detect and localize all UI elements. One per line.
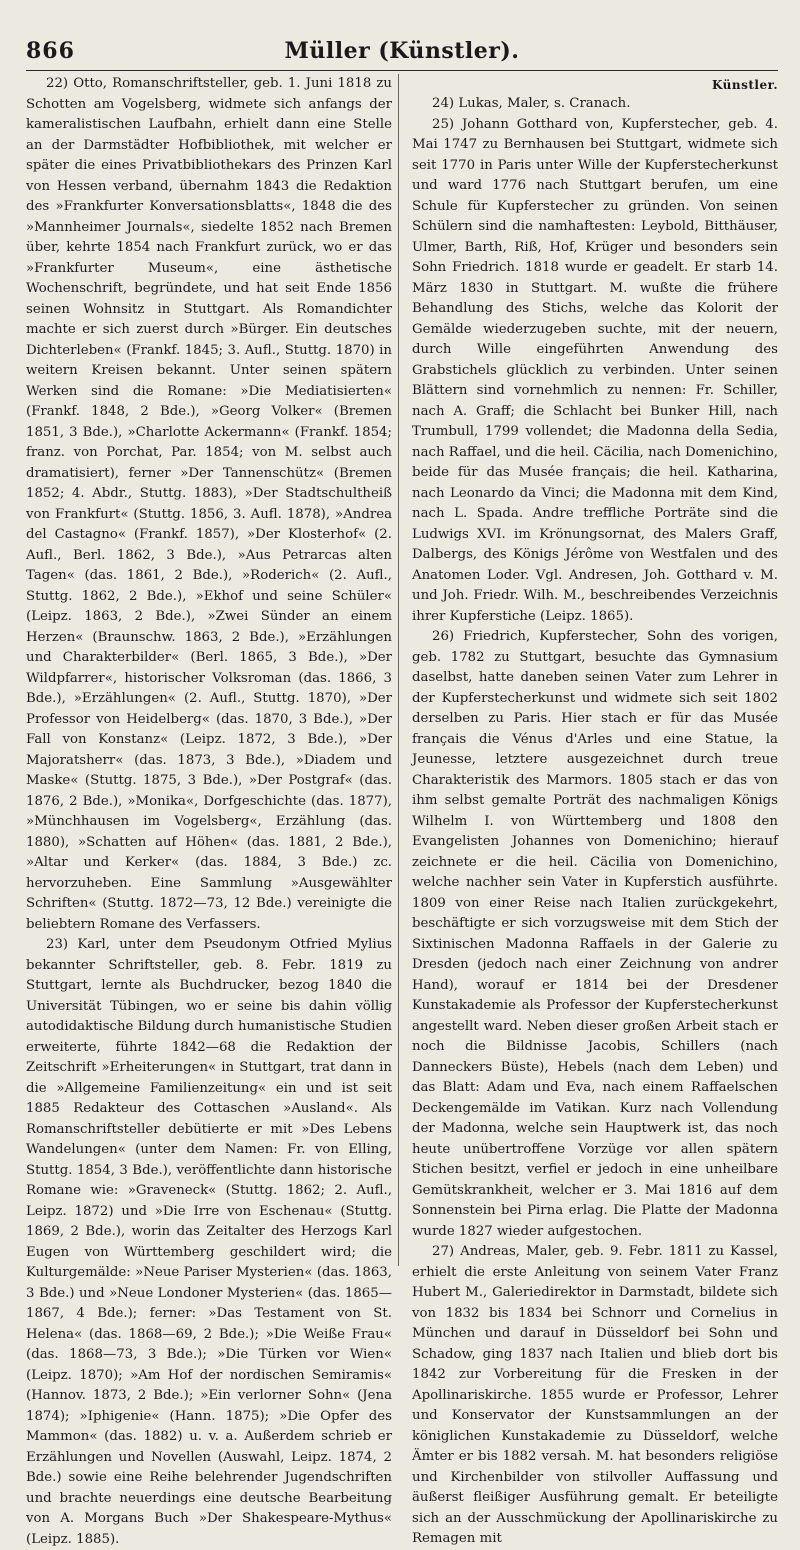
entry-paragraph: 23) Karl, unter dem Pseudonym Otfried Mylius bekannter Schriftsteller, geb. 8. Febr. 1819 zu Stuttgart, lernte als Buchdrucker, bezog 1840 die Universität Tübingen, wo er seine bis dahin völlig autodidaktische Bildung durch humanistische Studien erweiterte, führte 1842—68 die Redaktion der Zeitschrift »Erheiterungen« in Stuttgart, trat dann in die »Allgemeine Familienzeitung« ein und ist seit 1885 Redakteur des Cottaschen »Ausland«. Als Romanschriftsteller debütierte er mit »Des Lebens Wandelungen« (unter dem Namen: Fr. von Elling, Stuttg. 1854, 3 Bde.), veröffentlichte dann historische Romane wie: »Graveneck« (Stuttg. 1862; 2. Aufl., Leipz. 1872) und »Die Irre von Eschenau« (Stuttg. 1869, 2 Bde.), worin das Zeitalter des Herzogs Karl Eugen von Württemberg geschildert wird; die Kulturgemälde: »Neue Pariser Mysterien« (das. 1863, 3 Bde.) und »Neue Londoner Mysterien« (das. 1865—1867, 4 Bde.); ferner: »Das Testament von St. Helena« (das. 1868—69, 2 Bde.); »Die Weiße Frau« (das. 1868—73, 3 Bde.); »Die Türken vor Wien« (Leipz. 1870); »Am Hof der nordischen Semiramis« (Hannov. 1873, 2 Bde.); »Ein verlorner Sohn« (Jena 1874); »Iphigenie« (Hann. 1875); »Die Opfer des Mammon« (das. 1882) u. v. a. Außerdem schrieb er Erzählungen und Novellen (Auswahl, Leipz. 1874, 2 Bde.) sowie eine Reihe belehrender Jugendschriften und brachte neuerdings eine deutsche Bearbeitung von A. Morgans Buch »Der Shakespeare-Mythus« (Leipz. 1885). [26, 937, 392, 1547]
entry-paragraph: 27) Andreas, Maler, geb. 9. Febr. 1811 zu Kassel, erhielt die erste Anleitung von seinem Vater Franz Hubert M., Galeriedirektor in Darmstadt, bildete sich von 1832 bis 1834 bei Schnorr und Cornelius in München und darauf in Düsseldorf bei Sohn und Schadow, ging 1837 nach Italien und blieb dort bis 1842 zur Vorbereitung für die Fresken in der Apollinariskirche. 1855 wurde er Professor, Lehrer und Konservator der Kunstsammlungen an der königlichen Kunstakademie zu Düsseldorf, welche Ämter er bis 1882 versah. M. hat besonders religiöse und Kirchenbilder von stilvoller Auffassung und äußerst fleißiger Ausführung gemalt. Er beteiligte sich an der Ausschmückung der Apollinariskirche zu Remagen mit [412, 1244, 778, 1546]
running-head: Müller (Künstler). [284, 38, 520, 64]
header-rule [26, 70, 778, 71]
right-column [412, 74, 778, 1546]
left-column [26, 74, 392, 1547]
page-number: 866 [26, 38, 75, 64]
entry-paragraph: 26) Friedrich, Kupferstecher, Sohn des vorigen, geb. 1782 zu Stuttgart, besuchte das Gymnasium daselbst, hatte daneben seinen Vater zum Lehrer in der Kupferstecherkunst und widmete sich seit 1802 derselben zu Paris. Hier stach er für das Musée français die Vénus d'Arles und eine Statue, la Jeunesse, letztere ausgezeichnet durch treue Charakteristik des Marmors. 1805 stach er das von ihm selbst gemalte Porträt des nachmaligen Königs Wilhelm I. von Württemberg und 1808 den Evangelisten Johannes von Domenichino; hierauf zeichnete er die heil. Cäcilia von Domenichino, welche nachher sein Vater in Kupferstich ausführte. 1809 von einer Reise nach Italien zurückgekehrt, beschäftigte er sich vorzugsweise mit dem Stich der Sixtinischen Madonna Raffaels in der Galerie zu Dresden (jedoch nach einer Zeichnung von andrer Hand), worauf er 1814 bei der Dresdener Kunstakademie als Professor der Kupferstecherkunst angestellt ward. Neben dieser großen Arbeit stach er noch die Bildnisse Jacobis, Schillers (nach Danneckers Büste), Hebels (nach dem Leben) und das Blatt: Adam und Eva, nach einem Raffaelschen Deckengemälde im Vatikan. Kurz nach Vollendung der Madonna, welche sein Hauptwerk ist, das noch heute unübertroffene Vorzüge vor allen spätern Stichen besitzt, verfiel er jedoch in eine unheilbare Gemütskrankheit, welcher er 3. Mai 1816 auf dem Sonnenstein bei Pirna erlag. Die Platte der Madonna wurde 1827 wieder aufgestochen. [412, 629, 778, 1239]
entry-paragraph: 22) Otto, Romanschriftsteller, geb. 1. Juni 1818 zu Schotten am Vogelsberg, widmete sich anfangs der kameralistischen Laufbahn, erhielt dann eine Stelle an der Darmstädter Hofbibliothek, mit welcher er später die eines Privatbibliothekars des Prinzen Karl von Hessen verband, übernahm 1843 die Redaktion des »Frankfurter Konversationsblatts«, 1848 die des »Mannheimer Journals«, siedelte 1852 nach Bremen über, kehrte 1854 nach Frankfurt zurück, wo er das »Frankfurter Museum«, eine ästhetische Wochenschrift, begründete, und hat seit Ende 1856 seinen Wohnsitz in Stuttgart. Als Romandichter machte er sich zuerst durch »Bürger. Ein deutsches Dichterleben« (Frankf. 1845; 3. Aufl., Stuttg. 1870) in weitern Kreisen bekannt. Unter seinen spätern Werken sind die Romane: »Die Mediatisierten« (Frankf. 1848, 2 Bde.), »Georg Volker« (Bremen 1851, 3 Bde.), »Charlotte Ackermann« (Frankf. 1854; franz. von Porchat, Par. 1854; von M. selbst auch dramatisiert), ferner »Der Tannenschütz« (Bremen 1852; 4. Abdr., Stuttg. 1883), »Der Stadtschultheiß von Frankfurt« (Stuttg. 1856, 3. Aufl. 1878), »Andrea del Castagno« (Frankf. 1857), »Der Klosterhof« (2. Aufl., Berl. 1862, 3 Bde.), »Aus Petrarcas alten Tagen« (das. 1861, 2 Bde.), »Roderich« (2. Aufl., Stuttg. 1862, 2 Bde.), »Ekhof und seine Schüler« (Leipz. 1863, 2 Bde.), »Zwei Sünder an einem Herzen« (Braunschw. 1863, 2 Bde.), »Erzählungen und Charakterbilder« (Berl. 1865, 3 Bde.), »Der Wildpfarrer«, historischer Volksroman (das. 1866, 3 Bde.), »Erzählungen« (2. Aufl., Stuttg. 1870), »Der Professor von Heidelberg« (das. 1870, 3 Bde.), »Der Fall von Konstanz« (Leipz. 1872, 3 Bde.), »Der Majoratsherr« (das. 1873, 3 Bde.), »Diadem und Maske« (Stuttg. 1875, 3 Bde.), »Der Postgraf« (das. 1876, 2 Bde.), »Monika«, Dorfgeschichte (das. 1877), »Münchhausen im Vogelsberg«, Erzählung (das. 1880), »Schatten auf Höhen« (das. 1881, 2 Bde.), »Altar und Kerker« (das. 1884, 3 Bde.) zc. hervorzuheben. Eine Sammlung »Ausgewählter Schriften« (Stuttg. 1872—73, 12 Bde.) vereinigte die beliebtern Romane des Verfassers. [26, 76, 392, 932]
column-divider [398, 74, 399, 1266]
section-heading: Künstler. [711, 78, 778, 92]
entry-paragraph: 25) Johann Gotthard von, Kupferstecher, geb. 4. Mai 1747 zu Bernhausen bei Stuttgart, widmete sich seit 1770 in Paris unter Wille der Kupferstecherkunst und ward 1776 nach Stuttgart berufen, um eine Schule für Kupferstecher zu gründen. Von seinen Schülern sind die namhaftesten: Leybold, Bitthäuser, Ulmer, Barth, Riß, Hof, Krüger und besonders sein Sohn Friedrich. 1818 wurde er geadelt. Er starb 14. März 1830 in Stuttgart. M. wußte die frühere Behandlung des Stichs, welche das Kolorit der Gemälde wiederzugeben suchte, mit der neuern, durch Wille eingeführten Anwendung des Grabstichels glücklich zu verbinden. Unter seinen Blättern sind vornehmlich zu nennen: Fr. Schiller, nach A. Graff; die Schlacht bei Bunker Hill, nach Trumbull, 1799 vollendet; die Madonna della Sedia, nach Raffael, und die heil. Cäcilia, nach Domenichino, beide für das Musée français; die heil. Katharina, nach Leonardo da Vinci; die Madonna mit dem Kind, nach L. Spada. Andre treffliche Porträte sind die Ludwigs XVI. im Krönungsornat, des Malers Graff, Dalbergs, des Königs Jérôme von Westfalen und des Anatomen Loder. Vgl. Andresen, Joh. Gotthard v. M. und Joh. Friedr. Wilh. M., beschreibendes Verzeichnis ihrer Kupferstiche (Leipz. 1865). [412, 116, 778, 624]
entry-paragraph: 24) Lukas, Maler, s. Cranach. [432, 96, 631, 111]
page-header [26, 38, 778, 68]
